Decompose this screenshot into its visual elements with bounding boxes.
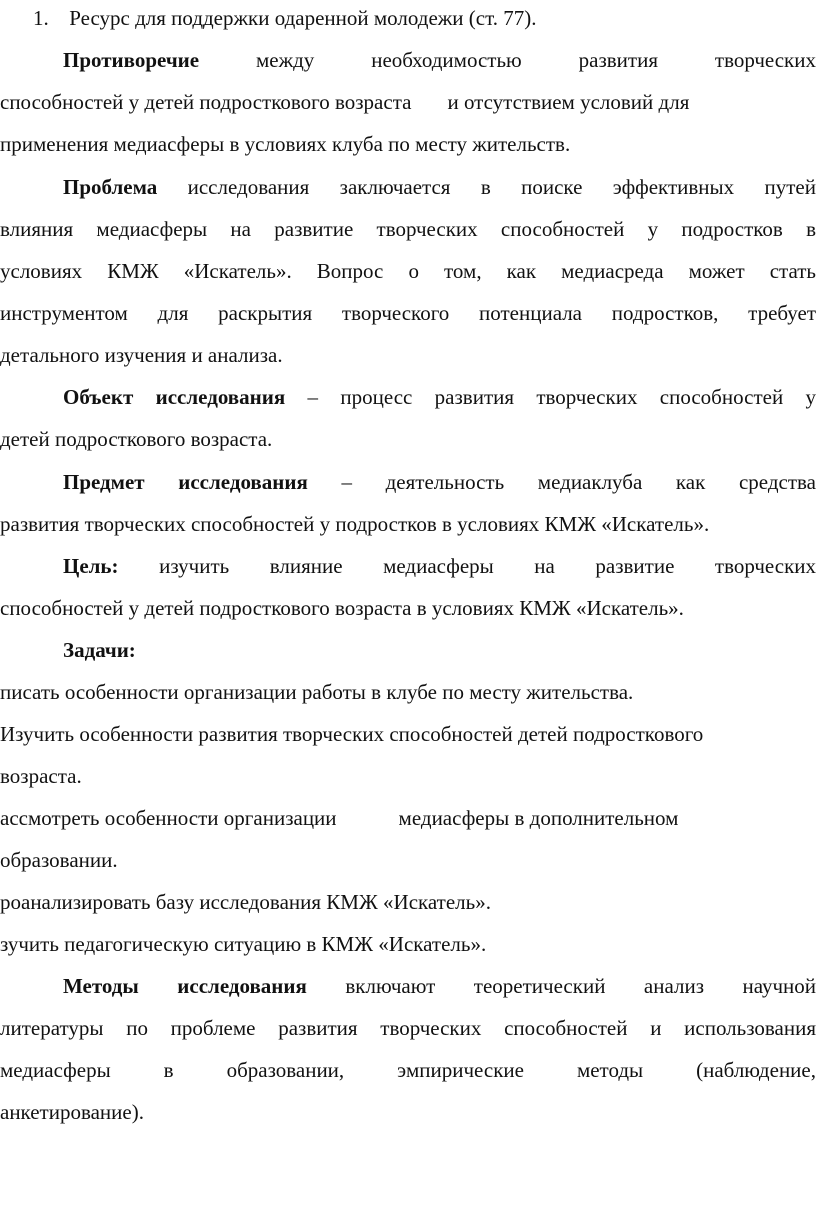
goal-line-2: способностей у детей подросткового возраста в условиях КМЖ «Искатель». bbox=[0, 596, 684, 620]
problem-line-4: инструментом для раскрытия творческого потенциала подростков, требует bbox=[0, 301, 816, 325]
object-label: Объект исследования bbox=[63, 385, 286, 409]
methods-line-2: литературы по проблеме развития творческих способностей и использования bbox=[0, 1016, 816, 1040]
methods-label: Методы исследования bbox=[63, 974, 307, 998]
object-line-2: детей подросткового возраста. bbox=[0, 427, 273, 451]
list-number: 1. bbox=[33, 6, 49, 30]
problem-line-2: влияния медиасферы на развитие творческих способностей у подростков в bbox=[0, 217, 816, 241]
problem-line-3: условиях КМЖ «Искатель». Вопрос о том, как медиасреда может стать bbox=[0, 259, 816, 283]
object-line-1: Объект исследования – процесс развития творческих способностей у bbox=[63, 385, 816, 409]
tasks-label: Задачи: bbox=[63, 638, 136, 662]
contradiction-label: Противоречие bbox=[63, 48, 200, 72]
contradiction-line-3: применения медиасферы в условиях клуба по месту жительств. bbox=[0, 132, 571, 156]
tasks-heading bbox=[63, 637, 816, 663]
methods-line-3: медиасферы в образовании, эмпирические методы (наблюдение, bbox=[0, 1058, 816, 1082]
task-item-4: роанализировать базу исследования КМЖ «Искатель». bbox=[0, 890, 491, 914]
problem-label: Проблема bbox=[63, 175, 158, 199]
problem-line-1: Проблема исследования заключается в поиске эффективных путей bbox=[63, 175, 816, 199]
methods-line-1: Методы исследования включают теоретический анализ научной bbox=[63, 974, 816, 998]
contradiction-line-1: Противоречие между необходимостью развития творческих bbox=[63, 48, 816, 72]
subject-line-2: развития творческих способностей у подростков в условиях КМЖ «Искатель». bbox=[0, 512, 710, 536]
task-item-3: ассмотреть особенности организации медиасферы в дополнительном bbox=[0, 806, 679, 830]
task-item-1: писать особенности организации работы в клубе по месту жительства. bbox=[0, 680, 634, 704]
goal-label: Цель: bbox=[63, 554, 119, 578]
task-item-2-cont: возраста. bbox=[0, 764, 82, 788]
methods-line-4: анкетирование). bbox=[0, 1100, 144, 1124]
subject-label: Предмет исследования bbox=[63, 470, 308, 494]
problem-line-5: детального изучения и анализа. bbox=[0, 343, 283, 367]
list-header-text: Ресурс для поддержки одаренной молодежи (ст. 77). bbox=[69, 6, 537, 30]
task-item-2: Изучить особенности развития творческих способностей детей подросткового bbox=[0, 722, 704, 746]
contradiction-line-2: способностей у детей подросткового возраста и отсутствием условий для bbox=[0, 90, 690, 114]
goal-line-1: Цель: изучить влияние медиасферы на развитие творческих bbox=[63, 554, 816, 578]
task-item-3-cont: образовании. bbox=[0, 848, 118, 872]
list-header bbox=[33, 5, 816, 31]
task-item-5: зучить педагогическую ситуацию в КМЖ «Искатель». bbox=[0, 932, 487, 956]
subject-line-1: Предмет исследования – деятельность медиаклуба как средства bbox=[63, 470, 816, 494]
